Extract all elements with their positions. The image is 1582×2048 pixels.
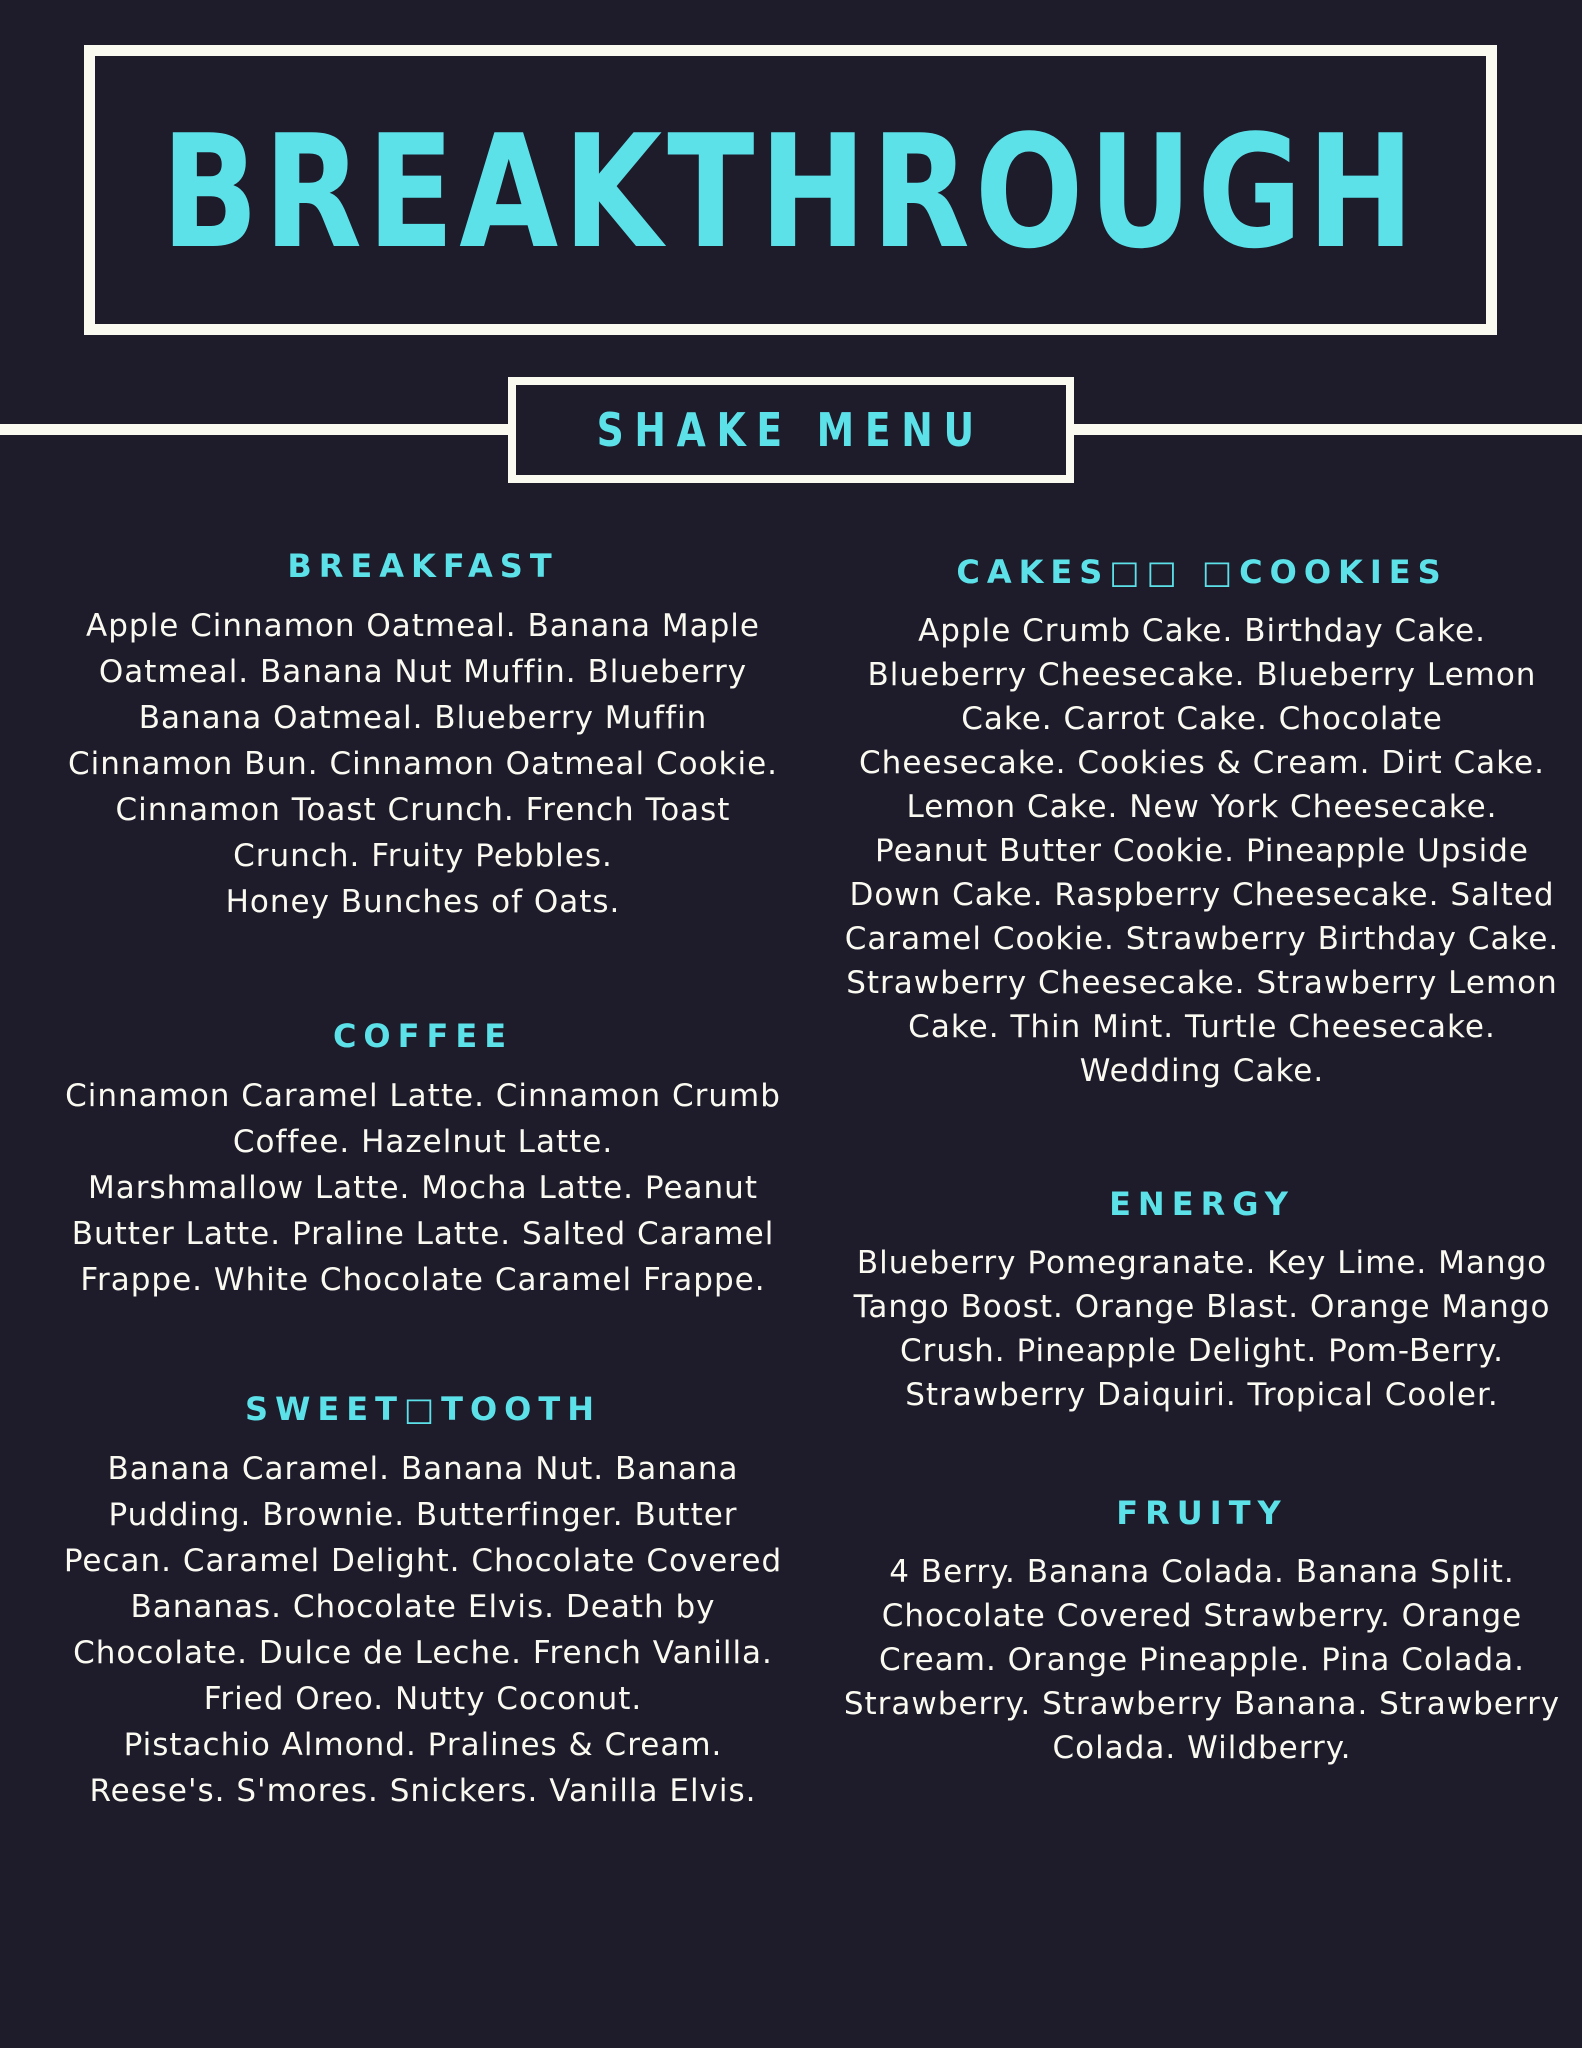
section-items: Blueberry Pomegranate. Key Lime. Mango Tango Boost. Orange Blast. Orange Mango Crush. Pineapple Delight. Pom-Berry. Strawberry Daiquiri. Tropical Cooler. bbox=[853, 1245, 1551, 1413]
menu-title: BREAKTHROUGH bbox=[161, 101, 1420, 283]
section-breakfast bbox=[18, 547, 828, 925]
section-items: Cinnamon Caramel Latte. Cinnamon Crumb Coffee. Hazelnut Latte. Marshmallow Latte. Mocha Latte. Peanut Butter Latte. Praline Latte. Salted Caramel Frappe. White Chocolate Caramel Frappe. bbox=[65, 1078, 781, 1298]
menu-subtitle: SHAKE MENU bbox=[596, 403, 986, 457]
section-coffee bbox=[18, 1017, 828, 1303]
section-heading: COFFEE bbox=[332, 1017, 514, 1055]
section-heading: ENERGY bbox=[1109, 1185, 1295, 1223]
section-heading: SWEET□TOOTH bbox=[245, 1390, 601, 1428]
section-cakes-cookies bbox=[822, 553, 1582, 1093]
section-energy bbox=[822, 1185, 1582, 1417]
subtitle-frame bbox=[508, 377, 1074, 483]
section-items: 4 Berry. Banana Colada. Banana Split. Chocolate Covered Strawberry. Orange Cream. Orange Pineapple. Pina Colada. Strawberry. Strawberry Banana. Strawberry Colada. Wildberry. bbox=[843, 1554, 1561, 1766]
title-frame bbox=[84, 45, 1497, 335]
section-fruity bbox=[822, 1494, 1582, 1770]
section-sweet-tooth bbox=[18, 1390, 828, 1814]
section-heading: CAKES□□ □COOKIES bbox=[956, 553, 1448, 591]
section-items: Apple Crumb Cake. Birthday Cake. Blueberry Cheesecake. Blueberry Lemon Cake. Carrot Cake. Chocolate Cheesecake. Cookies & Cream. Dirt Cake. Lemon Cake. New York Cheesecake. Peanut Butter Cookie. Pineapple Upside Down Cake. Raspberry Cheesecake. Salted Caramel Cookie. Strawberry Birthday Cake. Strawberry Cheesecake. Strawberry Lemon Cake. Thin Mint. Turtle Cheesecake. Wedding Cake. bbox=[844, 613, 1560, 1089]
section-heading: FRUITY bbox=[1116, 1494, 1288, 1532]
section-heading: BREAKFAST bbox=[287, 547, 559, 585]
section-items: Banana Caramel. Banana Nut. Banana Pudding. Brownie. Butterfinger. Butter Pecan. Caramel Delight. Chocolate Covered Bananas. Chocolate Elvis. Death by Chocolate. Dulce de Leche. French Vanilla. Fried Oreo. Nutty Coconut. Pistachio Almond. Pralines & Cream. Reese's. S'mores. Snickers. Vanilla Elvis. bbox=[63, 1451, 783, 1809]
section-items: Apple Cinnamon Oatmeal. Banana Maple Oatmeal. Banana Nut Muffin. Blueberry Banana Oatmeal. Blueberry Muffin Cinnamon Bun. Cinnamon Oatmeal Cookie. Cinnamon Toast Crunch. French Toast Crunch. Fruity Pebbles. Honey Bunches of Oats. bbox=[67, 608, 779, 920]
